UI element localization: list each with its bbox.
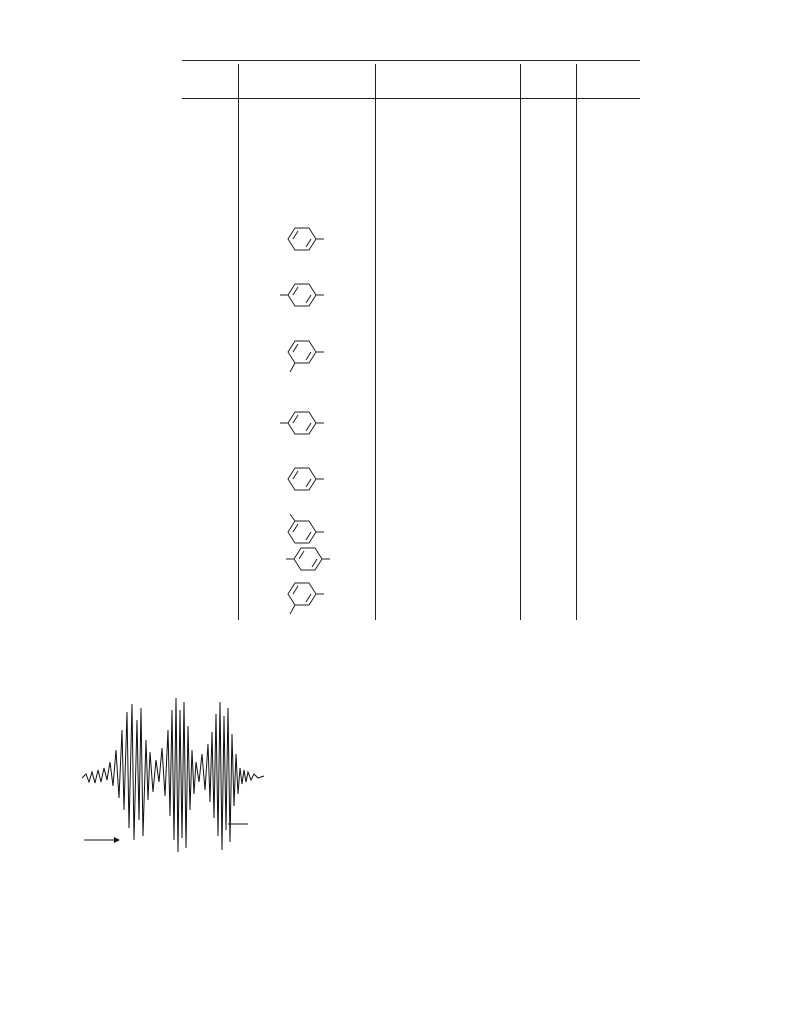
table-top-rule [182, 60, 640, 61]
table-col-rule-3 [520, 64, 521, 620]
ring-13 [288, 468, 324, 490]
ring-10 [280, 284, 324, 306]
ring-14 [288, 514, 324, 543]
ring-9 [288, 228, 324, 250]
ring-15 [286, 548, 330, 570]
table-col-rule-1 [238, 64, 239, 620]
field-arrow-head [114, 837, 120, 843]
epr-spectrum-figure [80, 690, 306, 865]
r-structures [240, 190, 374, 680]
epr-spectrum-trace [82, 698, 264, 852]
table-col-rule-2 [375, 64, 376, 620]
splitting-constants-table [170, 60, 640, 620]
table-header-rule [182, 98, 640, 99]
ring-16 [288, 583, 324, 614]
ring-11 [288, 341, 324, 372]
table-col-rule-4 [576, 64, 577, 620]
ring-12 [280, 412, 324, 434]
